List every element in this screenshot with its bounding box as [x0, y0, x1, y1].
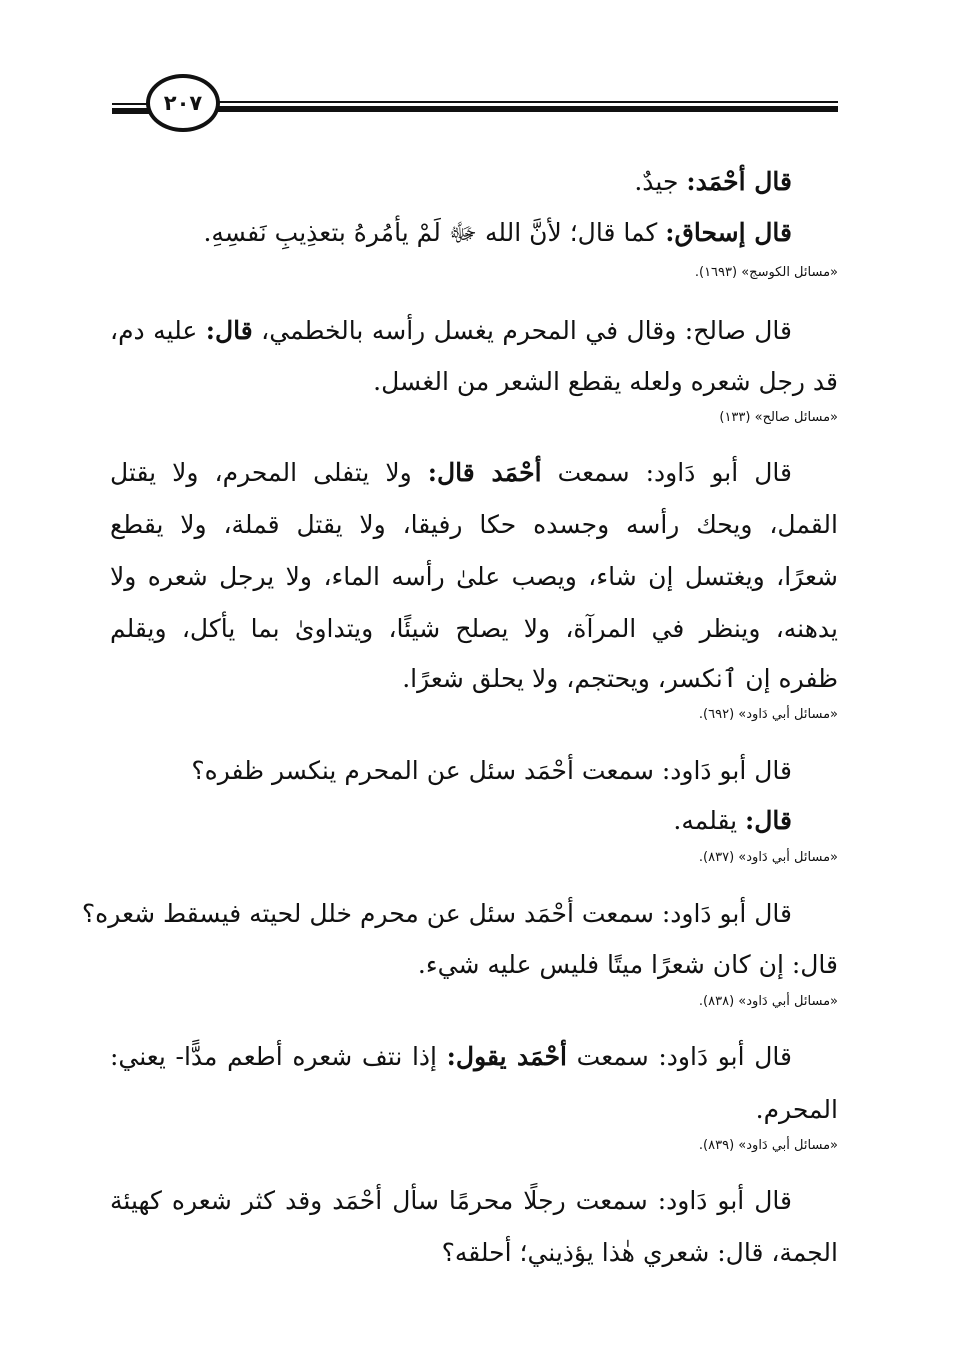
line-text: الجمة، قال: شعري هٰذا يؤذيني؛ أحلقه؟ — [441, 1238, 838, 1267]
line-text: جيدٌ. — [634, 167, 687, 196]
text-line — [110, 948, 838, 982]
speaker-label: قال: — [205, 316, 253, 345]
text-line — [110, 662, 838, 696]
speaker-label: أحْمَد يقول: — [446, 1042, 567, 1071]
line-text: ولا يتفلى المحرم، ولا يقتل — [110, 458, 428, 487]
source-reference: «مسائل الكوسج» (١٦٩٣). — [694, 265, 838, 280]
line-text: قال أبو دَاود: سمعت رجلًا محرمًا سأل أحْمَد وقد كثر شعره كهيئة — [110, 1186, 792, 1215]
speaker-label: قال: — [745, 806, 792, 835]
page-number: ٢٠٧ — [146, 74, 220, 132]
text-line — [110, 314, 792, 348]
header-rule-right-thin — [218, 101, 838, 103]
speaker-label: قال إسحاق: — [665, 218, 792, 247]
source-reference: «مسائل أبي دَاود» (٨٣٨). — [698, 994, 838, 1009]
text-line — [110, 1040, 792, 1074]
line-text: قال صالح: وقال في المحرم يغسل رأسه بالخطمي، — [252, 316, 792, 345]
text-line — [110, 365, 838, 399]
text-line — [110, 1093, 838, 1127]
line-text: كما قال؛ لأنَّ الله ﷻ لَمْ يأمُرهُ بتعذِيبِ نَفسِهِ. — [203, 218, 666, 247]
source-reference: «مسائل أبي دَاود» (٨٣٩). — [698, 1138, 838, 1153]
line-text: قال أبو دَاود: سمعت — [567, 1042, 792, 1071]
source-reference: «مسائل أبي دَاود» (٨٣٧). — [698, 850, 838, 865]
text-line — [110, 612, 838, 646]
line-text: عليه دم، — [110, 316, 206, 345]
text-line — [110, 560, 838, 594]
line-text: قال: إن كان شعرًا ميتًا فليس عليه شيء. — [417, 950, 838, 979]
source-reference: «مسائل صالح» (١٣٣) — [719, 410, 838, 425]
speaker-label: أحْمَد قال: — [427, 458, 542, 487]
line-text: قال أبو دَاود: سمعت — [541, 458, 792, 487]
line-text: القمل، ويحك رأسه وجسده حكا رفيقا، ولا يقتل قملة، ولا يقطع — [110, 510, 838, 539]
line-text: قال أبو دَاود: سمعت أحْمَد سئل عن المحرم ينكسر ظفره؟ — [191, 756, 792, 785]
header-rule-right-thick — [218, 106, 838, 112]
text-line — [110, 456, 792, 490]
page-header — [0, 0, 955, 140]
line-text: إذا نتف شعره أطعم مدًّا- يعني: — [110, 1042, 447, 1071]
line-text: يدهنه، وينظر في المرآة، ولا يصلح شيئًا، ويتداوىٰ بما يأكل، ويقلم — [110, 614, 838, 643]
header-rule-left-thin — [112, 103, 150, 105]
line-text: شعرًا، ويغتسل إن شاء، ويصب علىٰ رأسه الماء، ولا يرجل شعره ولا — [110, 562, 838, 591]
line-text: يقلمه. — [673, 806, 746, 835]
line-text: المحرم. — [755, 1095, 838, 1124]
line-text: ظفره إن ٱنكسر، ويحتجم، ولا يحلق شعرًا. — [402, 664, 838, 693]
text-line — [110, 1184, 792, 1218]
text-line — [110, 1236, 838, 1270]
line-text: قال أبو دَاود: سمعت أحْمَد سئل عن محرم خلل لحيته فيسقط شعره؟ — [81, 899, 792, 928]
text-line — [110, 754, 792, 788]
text-line — [110, 216, 792, 250]
header-rule-left-thick — [112, 108, 150, 114]
line-text: قد رجل شعره ولعله يقطع الشعر من الغسل. — [373, 367, 838, 396]
source-reference: «مسائل أبي دَاود» (٦٩٢). — [698, 707, 838, 722]
text-line — [110, 804, 792, 838]
text-line — [110, 165, 792, 199]
text-line — [110, 508, 838, 542]
text-line — [81, 897, 792, 931]
speaker-label: قال أحْمَد: — [686, 167, 792, 196]
